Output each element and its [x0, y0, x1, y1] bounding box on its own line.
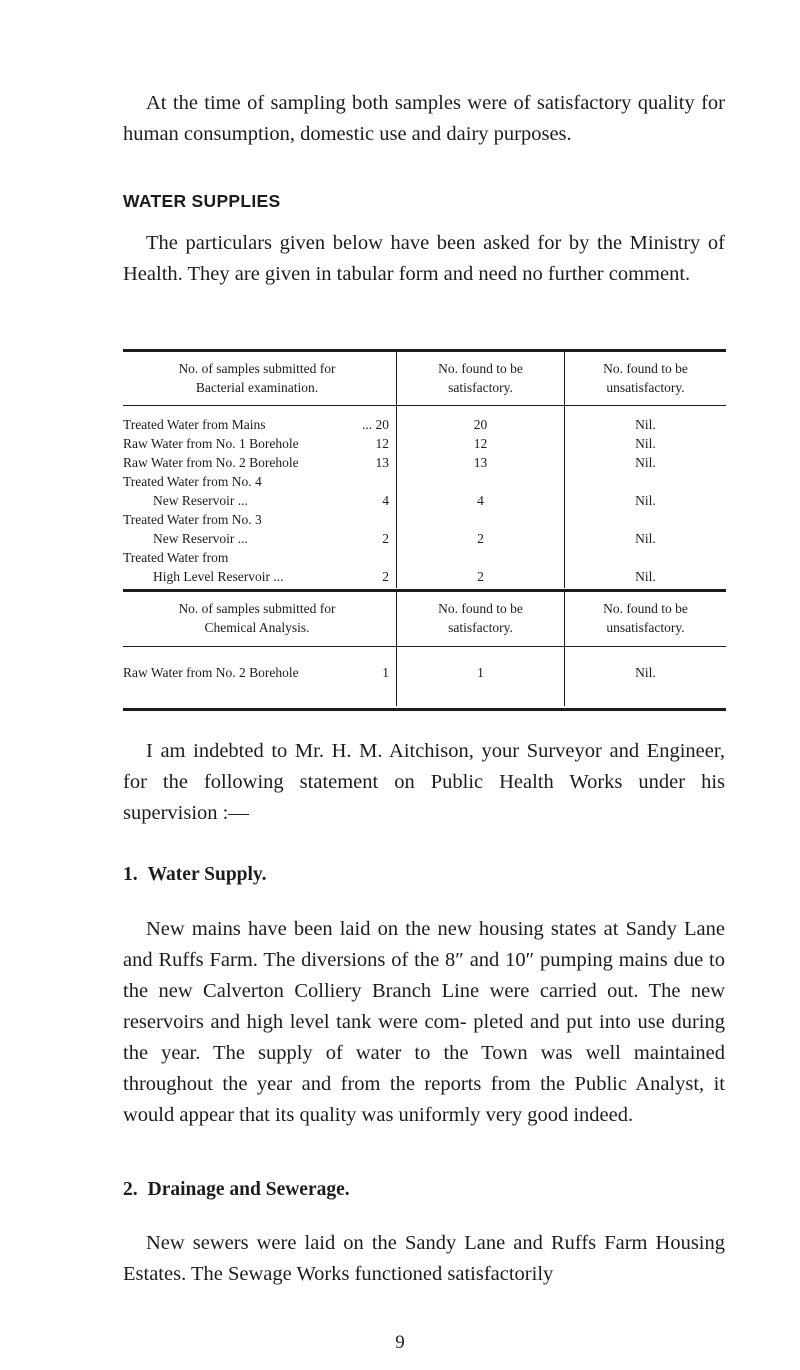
header-satisfactory	[397, 359, 564, 397]
row-pre-label: Treated Water from	[123, 550, 229, 565]
row-count	[323, 416, 389, 433]
row-label	[153, 530, 248, 547]
header-line: unsatisfactory.	[606, 620, 685, 635]
row-satisfactory: 20	[473, 417, 488, 432]
row-satisfactory: 2	[477, 531, 484, 546]
header-rule	[123, 646, 726, 647]
row-unsatisfactory: Nil.	[635, 436, 656, 451]
header-satisfactory	[397, 599, 564, 637]
row-count: 1	[382, 665, 389, 680]
row-unsatisfactory: Nil.	[635, 665, 656, 680]
subsection-drainage	[123, 1179, 350, 1201]
row-count: 2	[382, 531, 389, 546]
page-number: 9	[395, 1332, 405, 1353]
header-line: No. found to be	[603, 601, 688, 616]
row-satisfactory: 4	[477, 493, 484, 508]
leader-dots: ...	[237, 531, 248, 546]
row-unsatisfactory: Nil.	[635, 569, 656, 584]
leader-dots: ...	[362, 417, 373, 432]
row-pre-label: Treated Water from No. 4	[123, 474, 262, 489]
subsection-title: Water Supply.	[147, 864, 267, 885]
count-text: 20	[375, 417, 389, 432]
chemical-table	[123, 589, 726, 716]
row-unsatisfactory: Nil.	[635, 455, 656, 470]
row-label: Raw Water from No. 2 Borehole	[123, 665, 299, 680]
row-satisfactory: 13	[473, 455, 488, 470]
subsection-title: Drainage and Sewerage.	[147, 1179, 350, 1200]
bacterial-table	[123, 349, 726, 593]
header-line: No. of samples submitted for	[178, 601, 336, 616]
header-samples-submitted	[123, 599, 391, 637]
row-unsatisfactory: Nil.	[635, 417, 656, 432]
header-line: satisfactory.	[448, 380, 513, 395]
table-top-rule	[123, 589, 726, 592]
subsection-number: 1.	[123, 864, 138, 885]
header-line: No. of samples submitted for	[178, 361, 336, 376]
table-top-rule	[123, 349, 726, 352]
header-line: No. found to be	[438, 361, 523, 376]
row-count: 12	[375, 436, 389, 451]
label-text: Raw Water from No. 1 Borehole	[123, 436, 299, 451]
drainage-paragraph: New sewers were laid on the Sandy Lane and Ruffs Farm Housing Estates. The Sewage Works functioned satisfactorily	[123, 1232, 725, 1285]
section-paragraph: The particulars given below have been asked for by the Ministry of Health. They are given in tabular form and need no further comment.	[123, 232, 725, 285]
intro-paragraph: At the time of sampling both samples were of satisfactory quality for human consumption, domestic use and dairy purposes.	[123, 92, 725, 145]
row-label	[153, 568, 283, 585]
section-heading: WATER SUPPLIES	[123, 191, 281, 211]
water-supply-paragraph: New mains have been laid on the new housing states at Sandy Lane and Ruffs Farm. The diversions of the 8″ and 10″ pumping mains due to the new Calverton Colliery Branch Line were carried out. The new reservoirs and high level tank were com- pleted and put into use during the year. The supply of water to the Town was well maintained throughout the year and from the reports from the Public Analyst, it would appear that its quality was uniformly very good indeed.	[123, 918, 725, 1126]
label-text: New Reservoir	[153, 531, 235, 546]
leader-dots: ...	[273, 569, 284, 584]
label-text: Raw Water from No. 2 Borehole	[123, 455, 299, 470]
acknowledgement-paragraph: I am indebted to Mr. H. M. Aitchison, your Surveyor and Engineer, for the following statement on Public Health Works under his supervision :—	[123, 740, 725, 824]
label-text: Treated Water from Mains	[123, 417, 266, 432]
label-text: High Level Reservoir	[153, 569, 270, 584]
header-line: No. found to be	[603, 361, 688, 376]
table-bottom-rule	[123, 708, 726, 711]
row-label	[123, 454, 299, 471]
row-unsatisfactory: Nil.	[635, 531, 656, 546]
leader-dots: ...	[237, 493, 248, 508]
header-line: No. found to be	[438, 601, 523, 616]
row-label	[123, 416, 266, 433]
header-line: unsatisfactory.	[606, 380, 685, 395]
row-count: 2	[382, 569, 389, 584]
row-count: 13	[375, 455, 389, 470]
row-label	[123, 435, 299, 452]
header-line: satisfactory.	[448, 620, 513, 635]
subsection-number: 2.	[123, 1179, 138, 1200]
header-line: Chemical Analysis.	[204, 620, 310, 635]
label-text: New Reservoir	[153, 493, 235, 508]
row-unsatisfactory: Nil.	[635, 493, 656, 508]
header-rule	[123, 405, 726, 406]
header-unsatisfactory	[565, 599, 726, 637]
row-count: 4	[382, 493, 389, 508]
subsection-water-supply	[123, 864, 266, 886]
row-satisfactory: 12	[473, 436, 488, 451]
header-samples-submitted	[123, 359, 391, 397]
row-label	[153, 492, 248, 509]
row-pre-label: Treated Water from No. 3	[123, 512, 262, 527]
header-unsatisfactory	[565, 359, 726, 397]
row-satisfactory: 2	[477, 569, 484, 584]
header-line: Bacterial examination.	[195, 380, 319, 395]
row-satisfactory: 1	[477, 665, 484, 680]
